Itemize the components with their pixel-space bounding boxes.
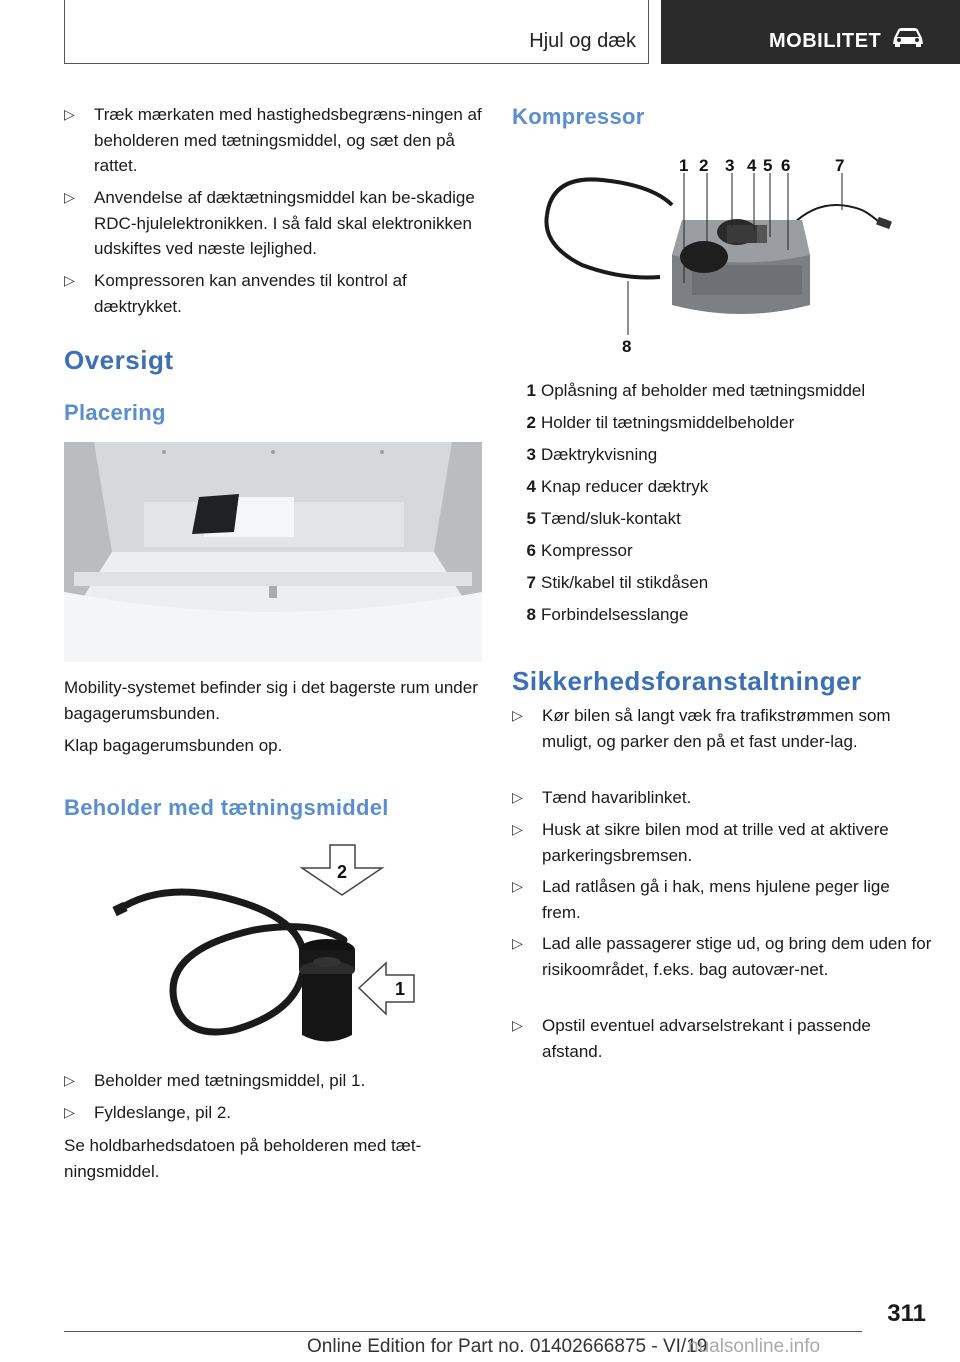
list-item: ▷ Kompressoren kan anvendes til kontrol af dæktrykket. [64,268,482,319]
placement-text: Mobility-systemet befinder sig i det bagerste rum under bagagerumsbunden. [64,678,478,723]
footer-rule [64,1331,862,1332]
header-section-title: Hjul og dæk [529,30,636,52]
bullet-triangle-icon: ▷ [64,189,75,205]
bullet-triangle-icon: ▷ [512,1017,523,1033]
bullet-triangle-icon: ▷ [512,935,523,951]
bullet-triangle-icon: ▷ [512,821,523,837]
callout-number: 7 [835,156,845,175]
callout-number: 3 [725,156,735,175]
trunk-photo [64,442,482,662]
list-item: ▷ Lad ratlåsen gå i hak, mens hjulene peger lige frem. [512,874,932,925]
arrow-label: 2 [336,862,348,882]
bullet-triangle-icon: ▷ [64,272,75,288]
sealant-container-illustration [104,840,424,1055]
page-number: 311 [887,1300,926,1327]
edition-text: Online Edition for Part no. 01402666875 - VI/19 [307,1336,708,1357]
callout-number: 5 [763,156,773,175]
callout-number: 2 [699,156,709,175]
heading-placement: Placering [64,400,166,425]
bullet-triangle-icon: ▷ [512,878,523,894]
bullet-triangle-icon: ▷ [64,1072,75,1088]
header-rule-divider [648,0,649,64]
list-item: ▷ Tænd havariblinket. [512,785,932,811]
bullet-triangle-icon: ▷ [64,106,75,122]
callout-number: 1 [679,156,689,175]
container-note: Se holdbarhedsdatoen på beholderen med tæt-ningsmiddel. [64,1136,422,1181]
compressor-illustration [542,155,902,355]
list-item: ▷ Træk mærkaten med hastighedsbegræns-ningen af beholderen med tætningsmiddel, og sæt den på rattet. [64,102,482,179]
callout-number: 8 [622,337,632,355]
trunk-illustration [64,442,482,662]
heading-container: Beholder med tætningsmiddel [64,795,389,820]
bullet-triangle-icon: ▷ [512,707,523,723]
header-rule-left [64,0,65,64]
arrow-label: 1 [394,979,406,999]
list-item: ▷ Fyldeslange, pil 2. [64,1100,231,1126]
car-icon [891,26,925,48]
list-item: ▷ Kør bilen så langt væk fra trafikstrømmen som muligt, og parker den på et fast under-lag. [512,703,932,754]
placement-instruction: Klap bagagerumsbunden op. [64,736,283,755]
list-item: ▷ Opstil eventuel advarselstrekant i passende afstand. [512,1013,932,1064]
header-rule-bottom [64,63,649,64]
heading-overview: Oversigt [64,345,174,375]
list-item: ▷ Husk at sikre bilen mod at trille ved at aktivere parkeringsbremsen. [512,817,932,868]
list-item: ▷ Lad alle passagerer stige ud, og bring dem uden for risikoområdet, f.eks. bag autovær-net. [512,931,932,982]
heading-safety: Sikkerhedsforanstaltninger [512,666,862,696]
chapter-title: MOBILITET [769,30,882,52]
chapter-tab [661,0,960,64]
list-item: ▷ Anvendelse af dæktætningsmiddel kan be-skadige RDC-hjulelektronikken. I så fald skal elektronikken udskiftes ved næste lejlighed. [64,185,482,262]
callout-number: 6 [781,156,791,175]
list-item: ▷ Beholder med tætningsmiddel, pil 1. [64,1068,365,1094]
heading-compressor: Kompressor [512,104,645,129]
callout-number: 4 [747,156,757,175]
bullet-triangle-icon: ▷ [512,789,523,805]
bullet-triangle-icon: ▷ [64,1104,75,1120]
watermark: nualsonline.info [688,1336,821,1357]
